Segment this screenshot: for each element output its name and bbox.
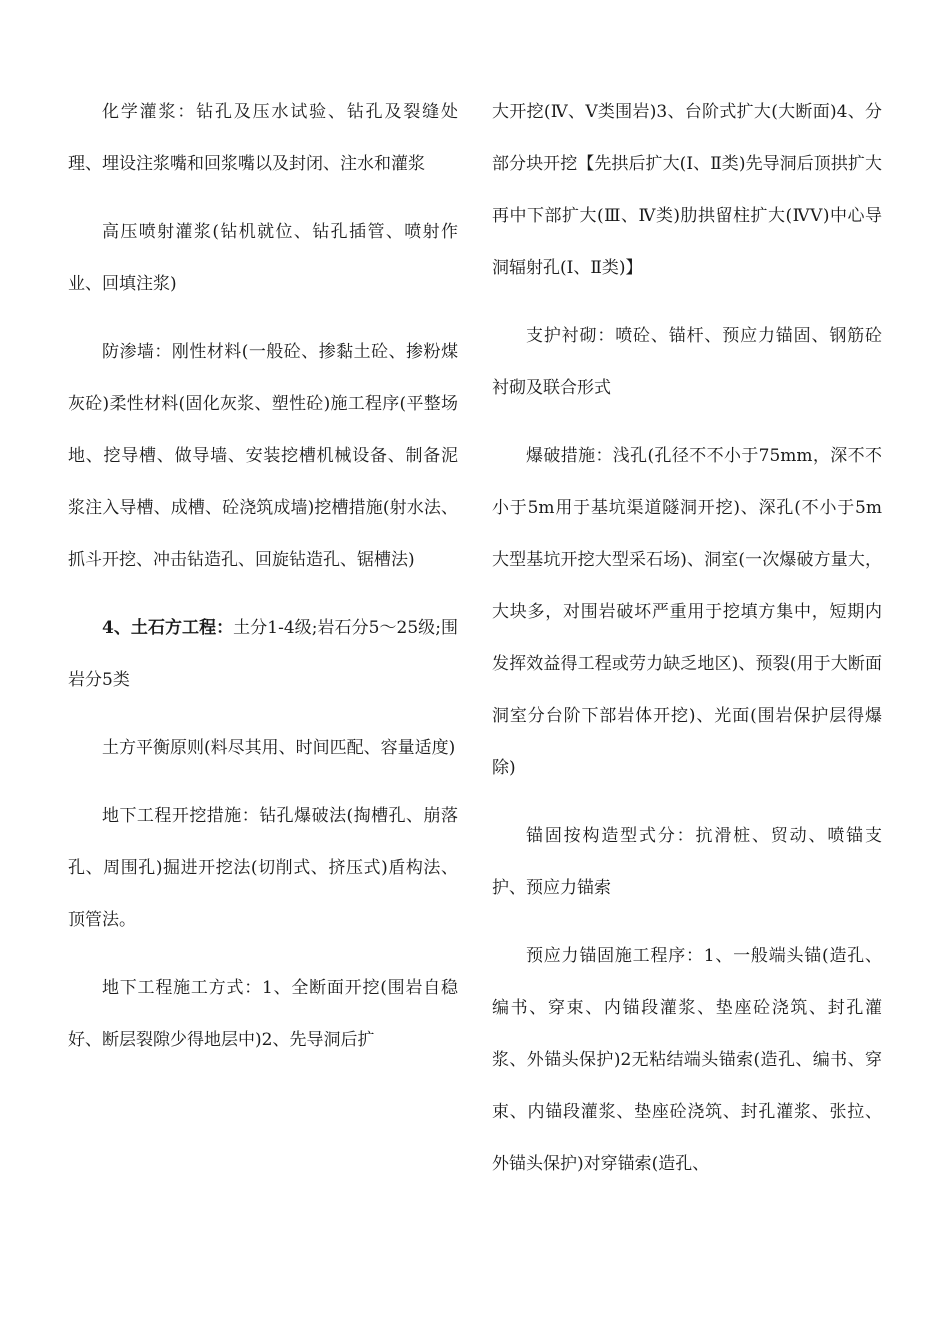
paragraph-support-lining <box>492 310 882 414</box>
paragraph-underground-excavation <box>68 790 458 946</box>
paragraph-text: 防渗墙：刚性材料(一般砼、掺黏土砼、掺粉煤灰砼)柔性材料(固化灰浆、塑性砼)施工程序(平整场地、挖导槽、做导墙、安装挖槽机械设备、制备泥浆注入导槽、成槽、砼浇筑成墙)挖槽措施(射水法、抓斗开挖、冲击钻造孔、回旋钻造孔、锯槽法) <box>68 342 458 570</box>
paragraph-text: 爆破措施：浅孔(孔径不不小于75mm，深不不小于5m用于基坑渠道隧洞开挖)、深孔(不小于5m大型基坑开挖大型采石场)、洞室(一次爆破方量大，大块多，对围岩破坏严重用于挖填方集中，短期内发挥效益得工程或劳力缺乏地区)、预裂(用于大断面洞室分台阶下部岩体开挖)、光面(围岩保护层得爆除) <box>492 446 882 778</box>
paragraph-text: 预应力锚固施工程序：1、一般端头锚(造孔、编书、穿束、内锚段灌浆、垫座砼浇筑、封孔灌浆、外锚头保护)2无粘结端头锚索(造孔、编书、穿束、内锚段灌浆、垫座砼浇筑、封孔灌浆、张拉、外锚头保护)对穿锚索(造孔、 <box>492 946 882 1174</box>
paragraph-earth-balance <box>68 722 458 774</box>
right-column <box>492 86 882 1206</box>
left-column <box>68 86 458 1082</box>
paragraph-text: 高压喷射灌浆(钻机就位、钻孔插管、喷射作业、回填注浆) <box>68 222 458 294</box>
paragraph-text: 支护衬砌：喷砼、锚杆、预应力锚固、钢筋砼衬砌及联合形式 <box>492 326 882 398</box>
paragraph-text: 化学灌浆：钻孔及压水试验、钻孔及裂缝处理、埋设注浆嘴和回浆嘴以及封闭、注水和灌浆 <box>68 102 458 174</box>
paragraph-chemical-grouting <box>68 86 458 190</box>
paragraph-earthwork-heading <box>68 602 458 706</box>
paragraph-continuation <box>492 86 882 294</box>
paragraph-text: 大开挖(Ⅳ、Ⅴ类围岩)3、台阶式扩大(大断面)4、分部分块开挖【先拱后扩大(Ⅰ、Ⅱ类)先导洞后顶拱扩大再中下部扩大(Ⅲ、Ⅳ类)肋拱留柱扩大(ⅣⅤ)中心导洞辐射孔(Ⅰ、Ⅱ类)】 <box>492 102 882 278</box>
section-heading: 4、土石方工程： <box>102 618 234 638</box>
paragraph-text: 地下工程开挖措施：钻孔爆破法(掏槽孔、崩落孔、周围孔)掘进开挖法(切削式、挤压式)盾构法、顶管法。 <box>68 806 458 930</box>
paragraph-high-pressure-grouting <box>68 206 458 310</box>
paragraph-prestress-anchoring <box>492 930 882 1190</box>
paragraph-cutoff-wall <box>68 326 458 586</box>
paragraph-underground-construction <box>68 962 458 1066</box>
paragraph-text: 锚固按构造型式分：抗滑桩、贸动、喷锚支护、预应力锚索 <box>492 826 882 898</box>
paragraph-text: 土分1-4级;岩石分5～25级;围岩分5类 <box>68 618 458 690</box>
paragraph-text: 土方平衡原则(料尽其用、时间匹配、容量适度) <box>102 738 456 758</box>
paragraph-anchoring-types <box>492 810 882 914</box>
paragraph-text: 地下工程施工方式：1、全断面开挖(围岩自稳好、断层裂隙少得地层中)2、先导洞后扩 <box>68 978 458 1050</box>
paragraph-blasting <box>492 430 882 794</box>
